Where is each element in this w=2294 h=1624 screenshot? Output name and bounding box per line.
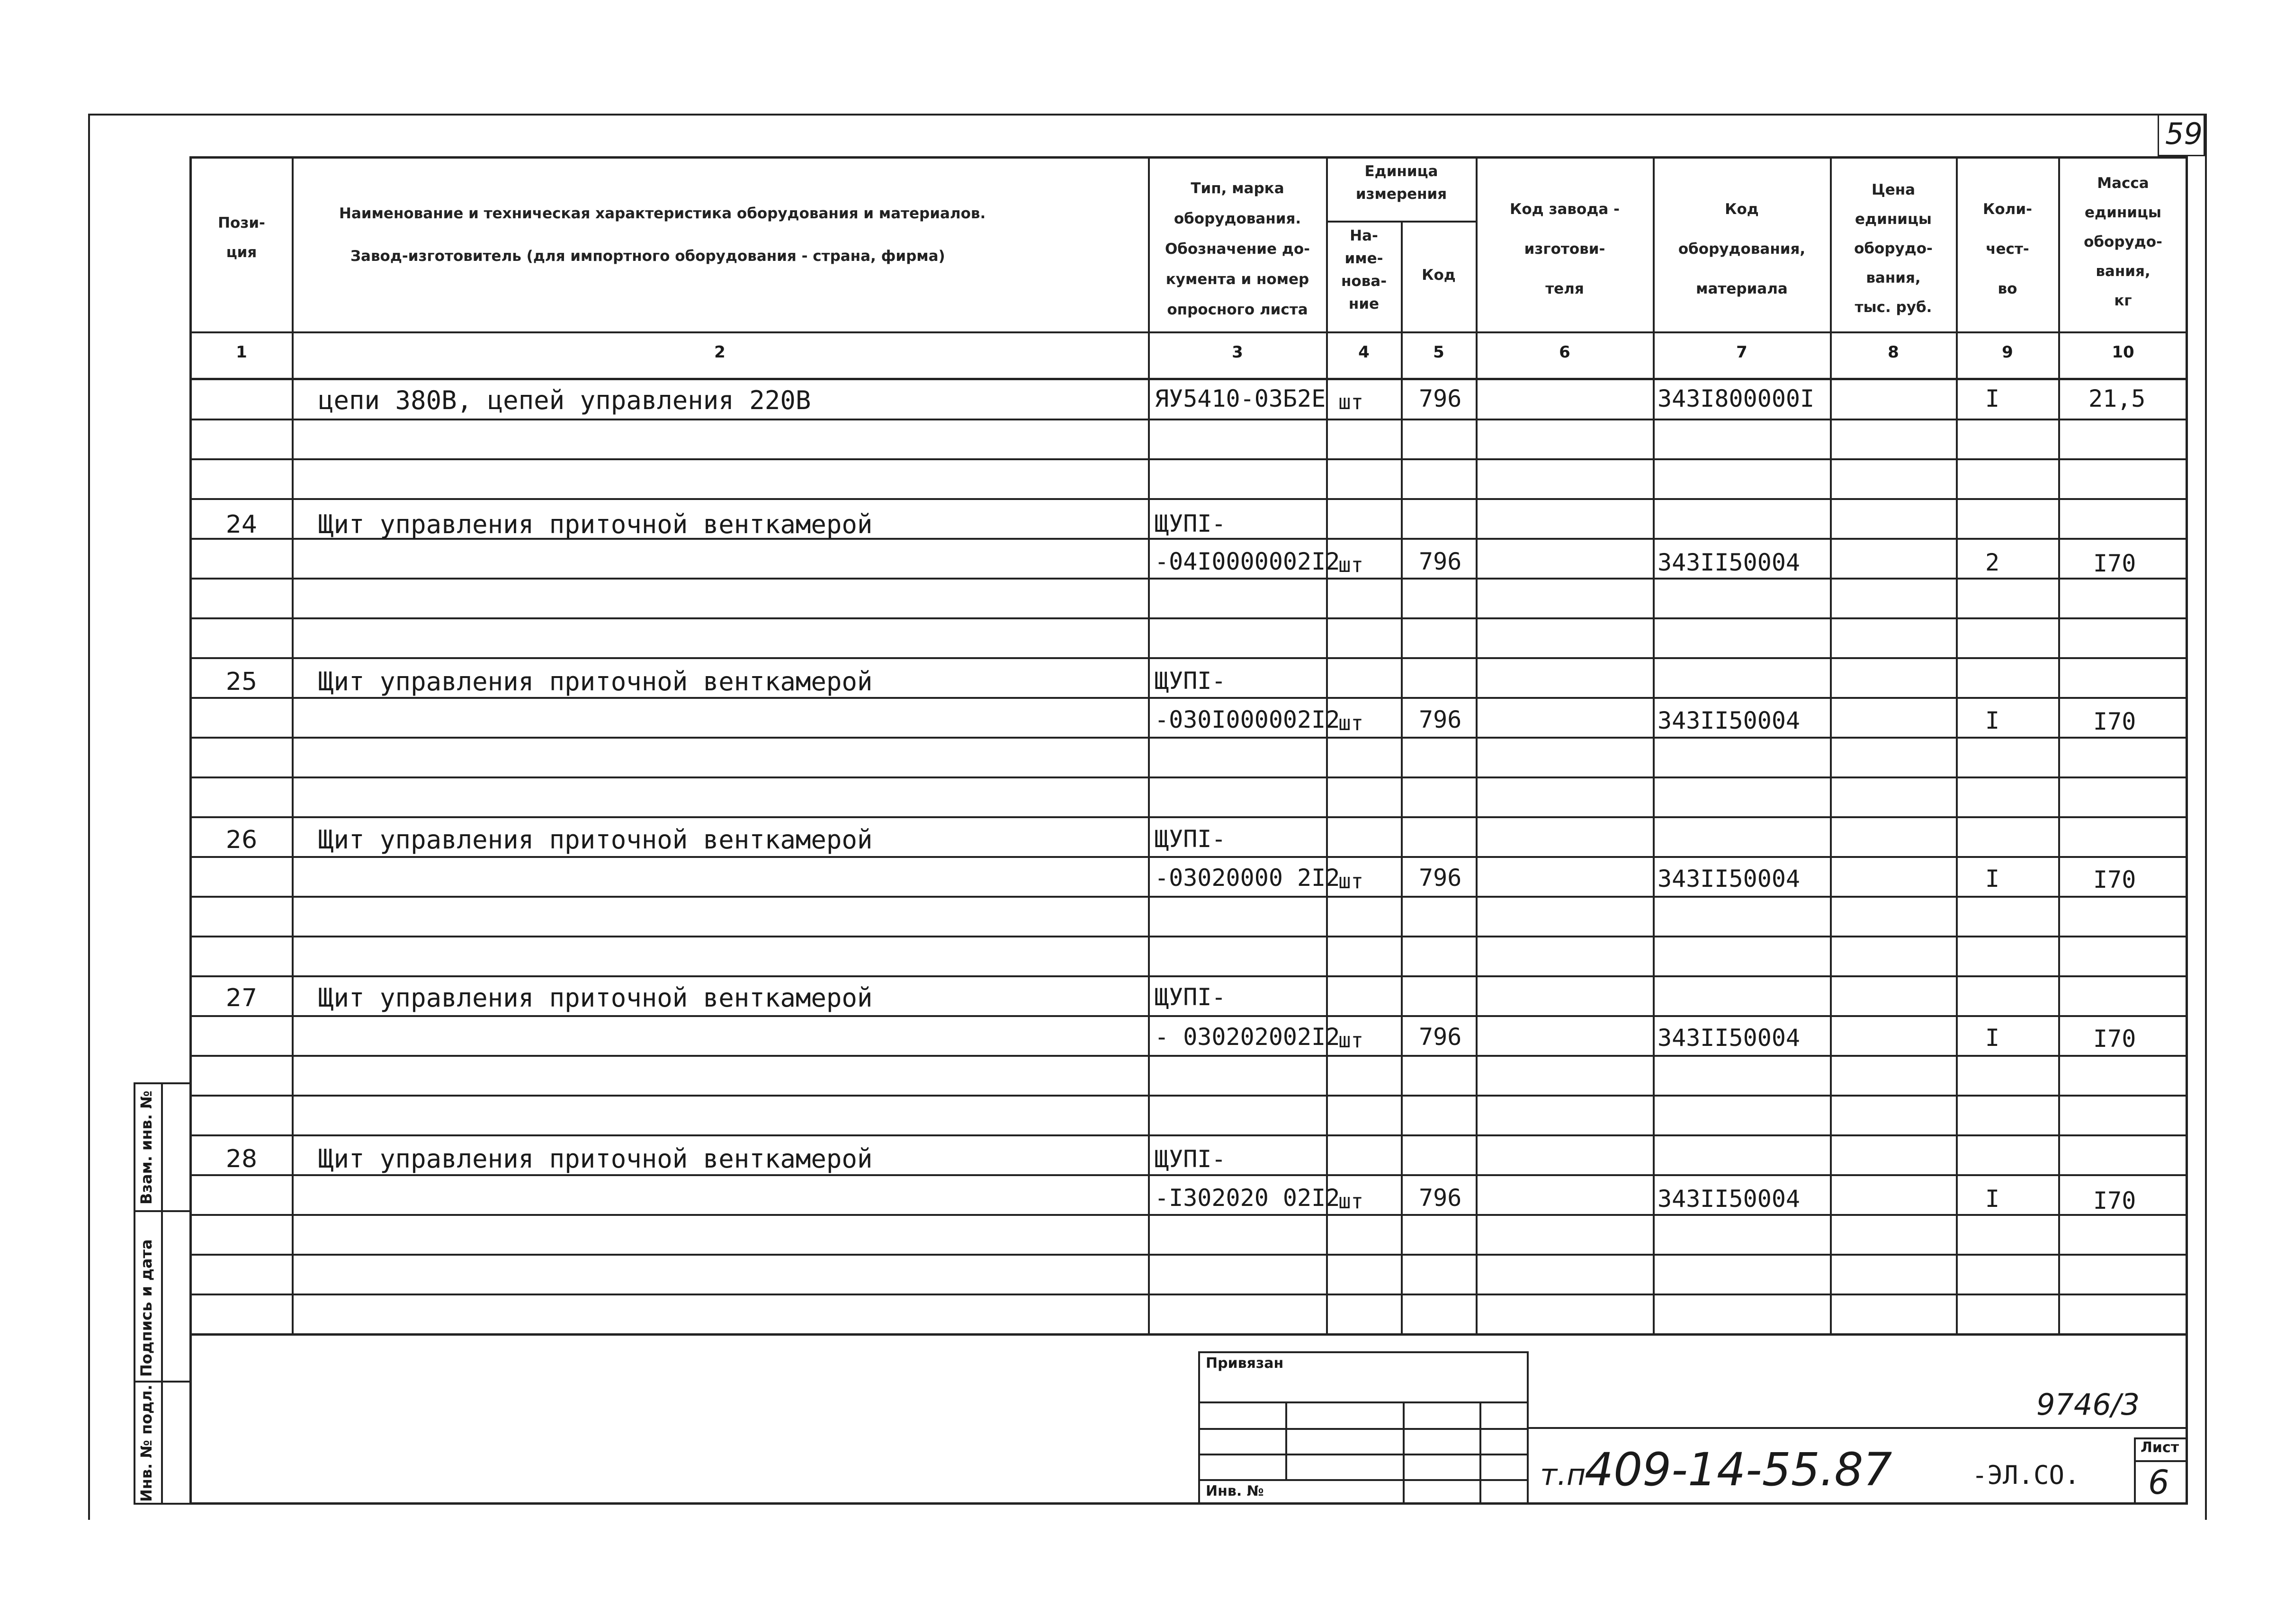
row-2-mass: I70 <box>2093 708 2136 735</box>
row-line <box>189 1095 2188 1097</box>
row-3-type2: -03020000 2I2 <box>1155 864 1340 892</box>
list-label: Лист <box>2141 1439 2179 1456</box>
row-3-name: Щит управления приточной венткамерой <box>318 825 873 855</box>
header-unit-name: На- име- нова- ние <box>1341 227 1387 312</box>
side-label-signature: Подпись и дата <box>137 1239 155 1377</box>
side-strip-divider <box>161 1082 163 1505</box>
row-line <box>189 458 2188 460</box>
row-line <box>189 816 2188 818</box>
row-line <box>189 737 2188 739</box>
row-line <box>189 856 2188 858</box>
stamp-code-hand: 9746/3 <box>2036 1387 2140 1422</box>
doc-number: 409-14-55.87 <box>1585 1443 1892 1496</box>
row-line <box>189 1134 2188 1136</box>
stamp-privyazan: Привязан <box>1206 1355 1284 1372</box>
header-price: Цена единицы оборудо- вания, тыс. руб. <box>1854 181 1933 316</box>
row-line <box>189 776 2188 778</box>
row-0-unit-code: 796 <box>1419 385 1462 412</box>
sheet-mark: 59 <box>2165 116 2203 151</box>
doc-suffix: -ЭЛ.СО. <box>1972 1460 2080 1490</box>
row-line <box>189 498 2188 500</box>
row-2-name: Щит управления приточной венткамерой <box>318 667 873 696</box>
side-strip-line <box>134 1381 191 1383</box>
row-5-type2: -I302020 02I2 <box>1155 1184 1340 1212</box>
row-2-pos: 25 <box>225 668 258 696</box>
outer-right-line <box>2205 114 2207 1520</box>
row-3-unit-code: 796 <box>1419 864 1462 892</box>
row-2-code: 343II50004 <box>1658 707 1801 734</box>
row-3-qty: I <box>1985 865 2000 892</box>
row-4-qty: I <box>1985 1024 2000 1052</box>
row-line <box>189 1015 2188 1017</box>
header-factory: Код завода - изготови- теля <box>1510 201 1620 297</box>
row-2-unit-code: 796 <box>1419 706 1462 733</box>
unit-sub-line <box>1326 221 1476 223</box>
stamp-col <box>1285 1401 1287 1479</box>
row-4-mass: I70 <box>2093 1025 2136 1053</box>
row-4-unit-code: 796 <box>1419 1023 1462 1051</box>
row-0-qty: I <box>1985 385 2000 412</box>
column-number-9: 9 <box>2002 343 2013 362</box>
row-line <box>189 1254 2188 1256</box>
header-name-line2: Завод-изготовитель (для импортного оборудования - страна, фирма) <box>350 248 945 265</box>
row-line <box>189 617 2188 619</box>
row-line <box>189 936 2188 937</box>
row-4-type2: - 030202002I2 <box>1155 1023 1340 1051</box>
row-0-unit: шт <box>1338 390 1363 414</box>
header-name-line1: Наименование и техническая характеристика оборудования и материалов. <box>339 205 986 222</box>
row-3-pos: 26 <box>225 826 258 854</box>
side-label-inv-podl: Инв. № подл. <box>137 1384 155 1502</box>
row-5-type: ЩУПI- <box>1155 1145 1226 1173</box>
row-4-pos: 27 <box>225 984 258 1012</box>
title-line <box>1529 1427 2188 1429</box>
row-5-unit-code: 796 <box>1419 1184 1462 1212</box>
row-1-type2: -04I0000002I2 <box>1155 548 1340 575</box>
numbers-line <box>189 378 2188 380</box>
row-1-qty: 2 <box>1985 549 2000 576</box>
side-strip-line <box>134 1210 191 1212</box>
row-line <box>189 1174 2188 1176</box>
outer-left-line <box>88 114 90 1520</box>
row-1-unit: шт <box>1338 553 1363 577</box>
row-3-mass: I70 <box>2093 866 2136 893</box>
row-4-type: ЩУПI- <box>1155 983 1226 1011</box>
row-0-mass: 21,5 <box>2088 385 2146 412</box>
header-line <box>189 331 2188 333</box>
header-code: Код оборудования, материала <box>1678 201 1806 297</box>
row-line <box>189 1214 2188 1216</box>
stamp-inv-no: Инв. № <box>1206 1483 1264 1499</box>
side-label-vzam: Взам. инв. № <box>137 1090 155 1205</box>
header-unit: Единица измерения <box>1355 163 1447 203</box>
header-mass: Масса единицы оборудо- вания, кг <box>2084 175 2162 309</box>
row-3-code: 343II50004 <box>1658 865 1801 892</box>
column-number-6: 6 <box>1559 343 1570 362</box>
row-5-mass: I70 <box>2093 1187 2136 1214</box>
row-5-name: Щит управления приточной венткамерой <box>318 1144 873 1174</box>
header-position: Пози- ция <box>218 214 265 261</box>
row-line <box>189 1055 2188 1057</box>
row-1-pos: 24 <box>225 510 258 539</box>
row-line <box>189 896 2188 898</box>
row-5-code: 343II50004 <box>1658 1185 1801 1213</box>
column-number-4: 4 <box>1358 343 1370 362</box>
row-line <box>189 697 2188 699</box>
row-1-name: Щит управления приточной венткамерой <box>318 509 873 539</box>
row-1-code: 343II50004 <box>1658 549 1801 576</box>
row-4-name: Щит управления приточной венткамерой <box>318 983 873 1013</box>
header-qty: Коли- чест- во <box>1983 201 2032 297</box>
row-2-unit: шт <box>1338 711 1363 735</box>
column-number-3: 3 <box>1232 343 1243 362</box>
row-0-type: ЯУ5410-03Б2Е <box>1155 385 1326 412</box>
column-number-8: 8 <box>1888 343 1899 362</box>
row-line <box>189 975 2188 977</box>
table-bottom-line <box>189 1333 2188 1336</box>
column-number-10: 10 <box>2112 343 2134 362</box>
row-3-unit: шт <box>1338 869 1363 893</box>
row-line <box>189 578 2188 580</box>
row-5-qty: I <box>1985 1185 2000 1213</box>
row-5-unit: шт <box>1338 1189 1363 1214</box>
header-type: Тип, марка оборудования. Обозначение до- кумента и номер опросного листа <box>1165 180 1310 318</box>
row-5-pos: 28 <box>225 1145 258 1173</box>
row-2-qty: I <box>1985 707 2000 734</box>
row-1-mass: I70 <box>2093 550 2136 577</box>
row-line <box>189 1294 2188 1295</box>
row-3-type: ЩУПI- <box>1155 825 1226 853</box>
column-number-1: 1 <box>236 343 247 362</box>
list-box-line <box>2134 1460 2188 1462</box>
doc-prefix: т.п <box>1540 1457 1586 1492</box>
row-2-type2: -030I000002I2 <box>1155 706 1340 733</box>
column-number-2: 2 <box>714 343 726 362</box>
column-number-5: 5 <box>1433 343 1444 362</box>
row-1-unit-code: 796 <box>1419 548 1462 575</box>
row-4-code: 343II50004 <box>1658 1024 1801 1052</box>
row-4-unit: шт <box>1338 1028 1363 1053</box>
stamp-col <box>1479 1401 1481 1505</box>
header-unit-code: Код <box>1422 267 1456 284</box>
row-0-code: 343I800000I <box>1658 385 1815 412</box>
row-line <box>189 419 2188 420</box>
row-line <box>189 657 2188 659</box>
row-0-name: цепи 380В, цепей управления 220В <box>318 385 811 415</box>
stamp-col <box>1403 1401 1405 1505</box>
row-2-type: ЩУПI- <box>1155 667 1226 695</box>
list-number: 6 <box>2148 1463 2169 1502</box>
column-number-7: 7 <box>1736 343 1747 362</box>
row-1-type: ЩУПI- <box>1155 510 1226 537</box>
outer-top-line <box>88 114 2205 116</box>
